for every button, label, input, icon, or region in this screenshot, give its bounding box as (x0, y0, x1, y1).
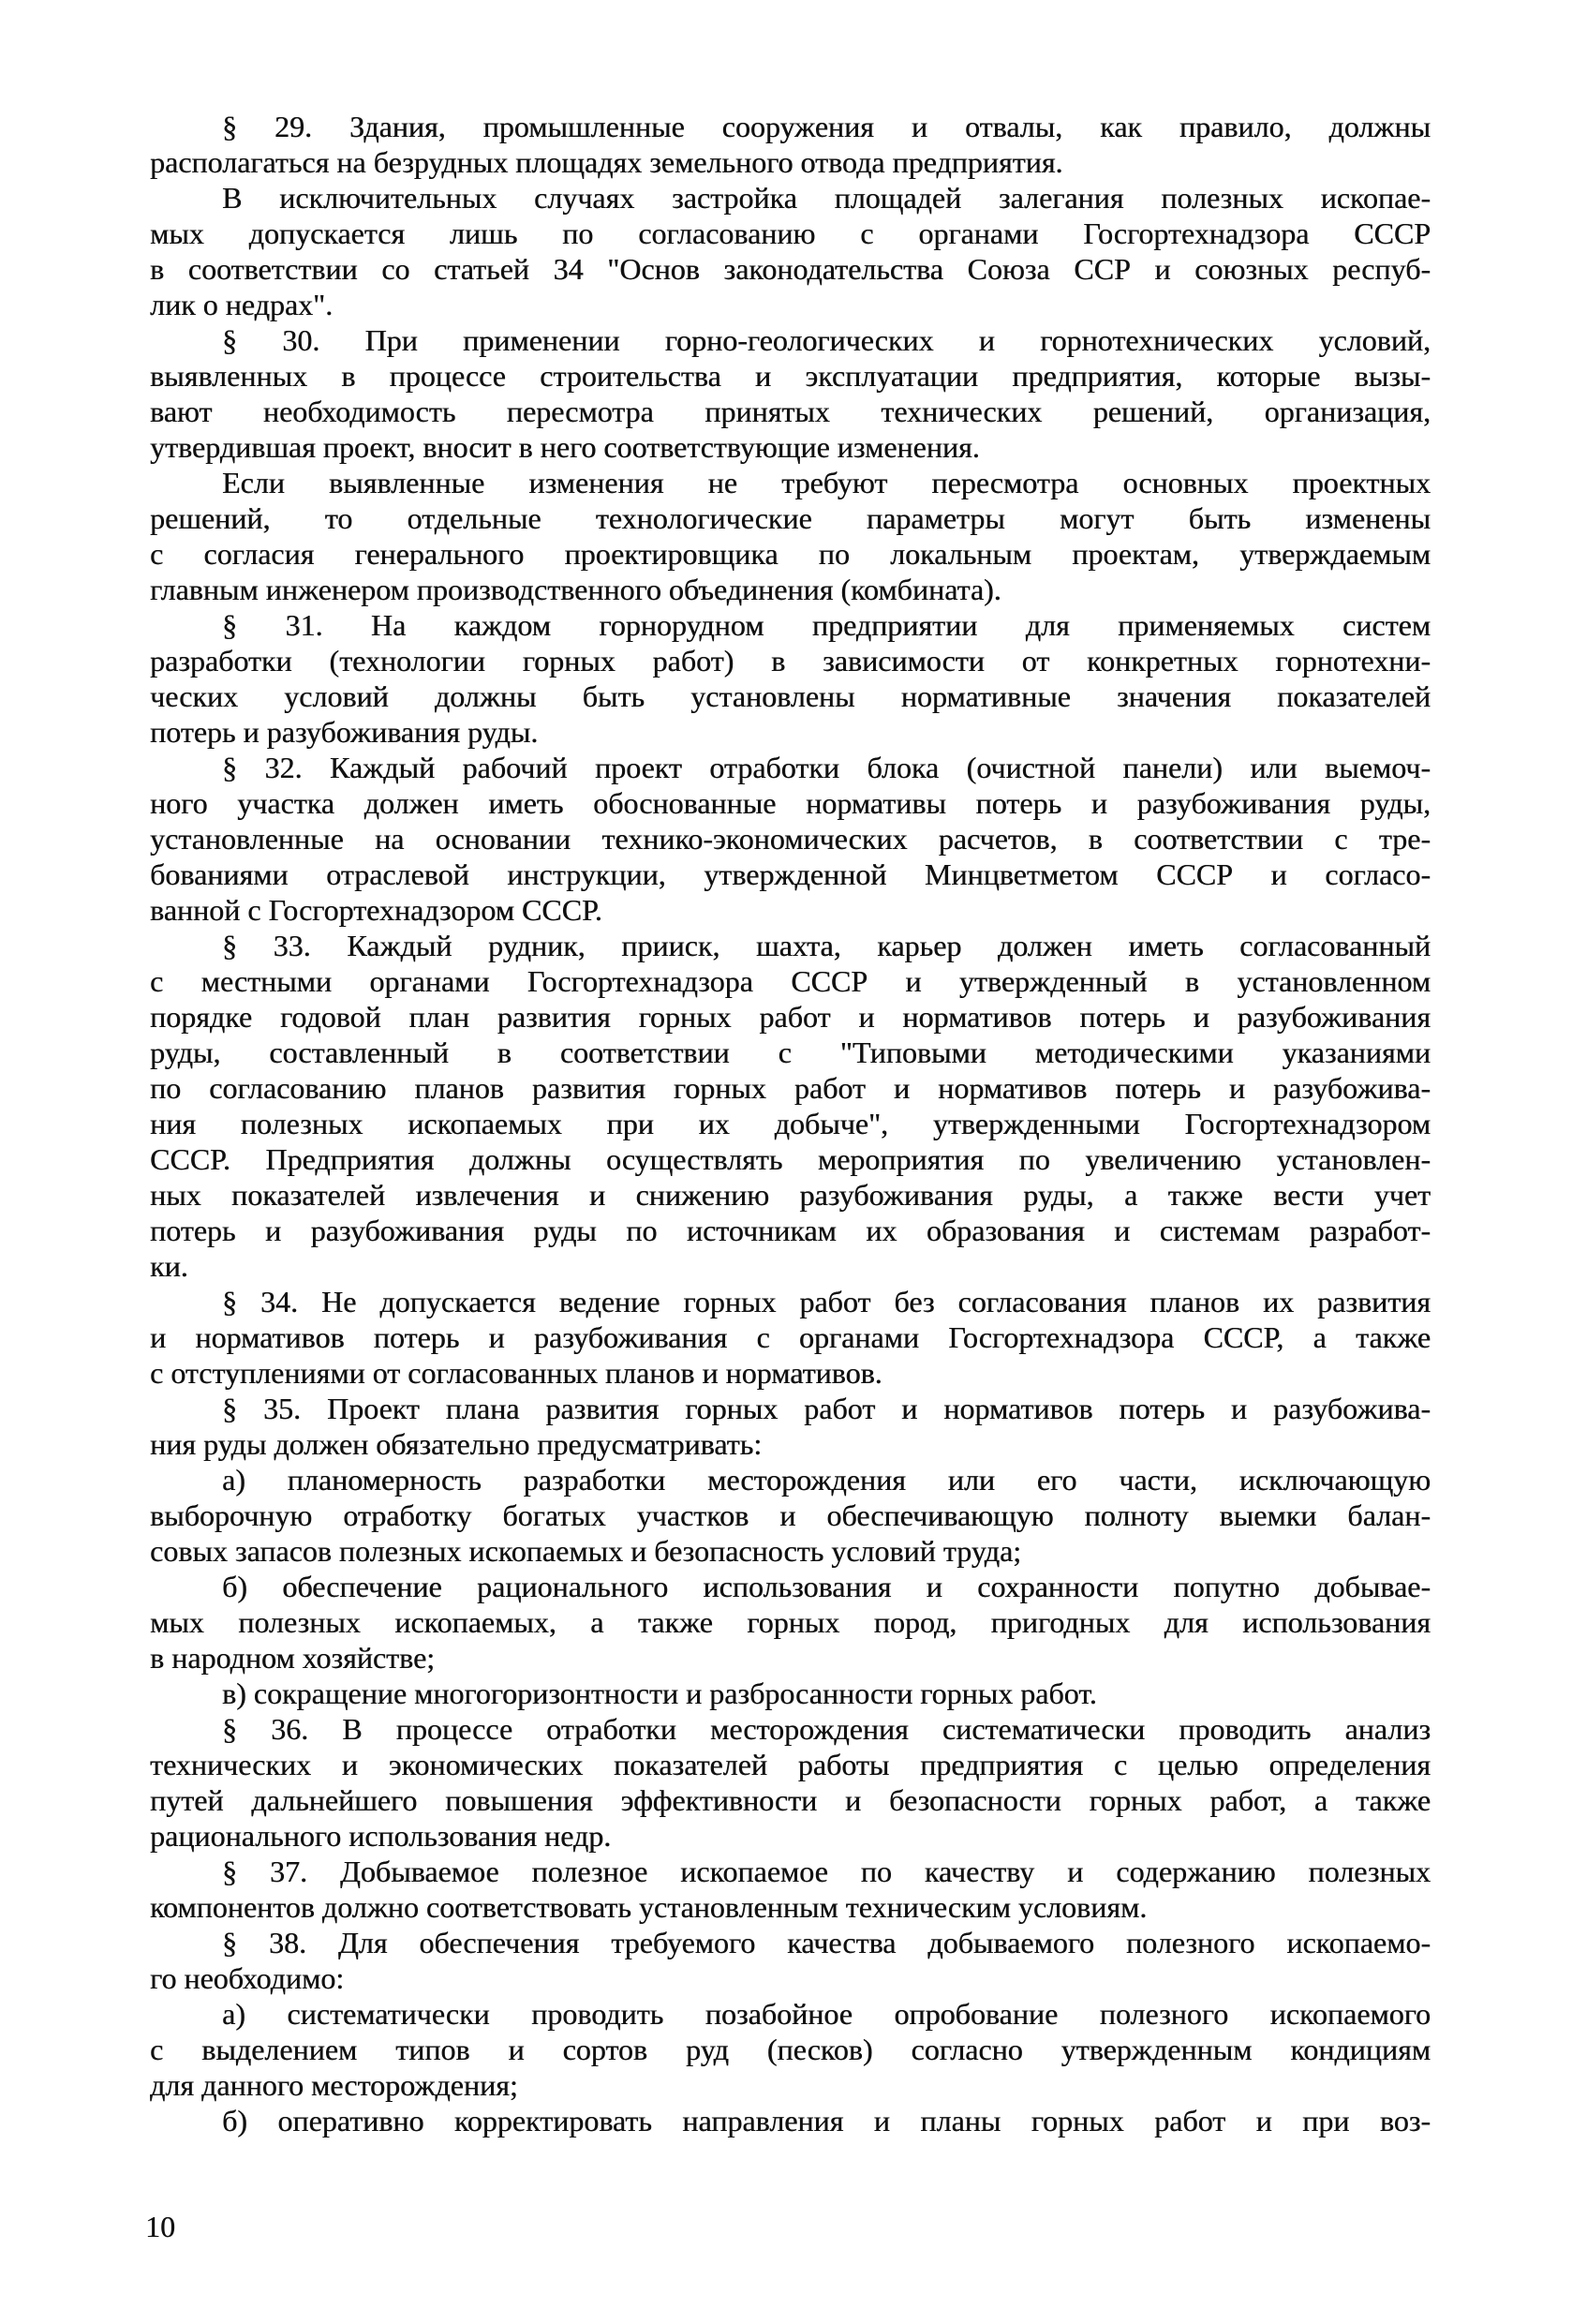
text-line: установленные на основании технико-экономических расчетов, в соответствии с тре- (150, 822, 1431, 856)
text-line: руды, составленный в соответствии с "Типовыми методическими указаниями (150, 1035, 1431, 1069)
text-line: с отступлениями от согласованных планов и нормативов. (150, 1356, 882, 1390)
text-line: в соответствии со статьей 34 "Основ законодательства Союза ССР и союзных респуб- (150, 252, 1431, 286)
paragraph (150, 1676, 1431, 1711)
text-line: решений, то отдельные технологические параметры могут быть изменены (150, 501, 1431, 535)
text-line: § 37. Добываемое полезное ископаемое по качеству и содержанию полезных (222, 1855, 1431, 1888)
paragraph (150, 1996, 1431, 2103)
paragraph (150, 180, 1431, 322)
paragraph (150, 109, 1431, 180)
text-line: ния полезных ископаемых при их добыче", утвержденными Госгортехнадзором (150, 1107, 1431, 1140)
paragraph (150, 1391, 1431, 1462)
paragraph (150, 928, 1431, 1284)
text-line: ния руды должен обязательно предусматривать: (150, 1427, 763, 1461)
paragraph (150, 465, 1431, 607)
text-line: § 30. При применении горно-геологических и горнотехнических условий, (222, 323, 1431, 357)
text-line: § 34. Не допускается ведение горных работ без согласования планов их развития (222, 1285, 1431, 1318)
paragraph (150, 2103, 1431, 2138)
text-line: § 35. Проект плана развития горных работ и нормативов потерь и разубожива- (222, 1392, 1431, 1425)
text-line: § 32. Каждый рабочий проект отработки блока (очистной панели) или выемоч- (222, 751, 1431, 784)
text-line: утвердившая проект, вносит в него соответствующие изменения. (150, 430, 980, 464)
text-line: Если выявленные изменения не требуют пересмотра основных проектных (222, 466, 1431, 499)
text-line: в) сокращение многогоризонтности и разбросанности горных работ. (222, 1676, 1097, 1710)
text-line: бованиями отраслевой инструкции, утвержденной Минцветметом СССР и согласо- (150, 857, 1431, 891)
text-line: потерь и разубоживания руды по источникам их образования и системам разработ- (150, 1214, 1431, 1247)
text-line: б) обеспечение рационального использования и сохранности попутно добывае- (222, 1570, 1431, 1603)
text-line: главным инженером производственного объединения (комбината). (150, 573, 1001, 606)
text-line: разработки (технологии горных работ) в зависимости от конкретных горнотехни- (150, 644, 1431, 678)
text-line: для данного месторождения; (150, 2068, 518, 2102)
page-number: 10 (145, 2210, 175, 2243)
text-line: с согласия генерального проектировщика по локальным проектам, утверждаемым (150, 537, 1431, 571)
text-line: путей дальнейшего повышения эффективности и безопасности горных работ, а также (150, 1783, 1431, 1817)
text-line: располагаться на безрудных площадях земельного отвода предприятия. (150, 145, 1063, 179)
text-line: в народном хозяйстве; (150, 1641, 436, 1675)
paragraph (150, 607, 1431, 750)
text-line: ванной с Госгортехнадзором СССР. (150, 893, 602, 927)
text-line: лик о недрах". (150, 288, 334, 321)
text-line: § 36. В процессе отработки месторождения систематически проводить анализ (222, 1712, 1431, 1746)
text-line: В исключительных случаях застройка площадей залегания полезных ископае- (222, 181, 1431, 215)
text-line: компонентов должно соответствовать установленным техническим условиям. (150, 1890, 1148, 1924)
paragraph (150, 1854, 1431, 1925)
text-line: потерь и разубоживания руды. (150, 715, 539, 749)
text-line: б) оперативно корректировать направления и планы горных работ и при воз- (222, 2104, 1431, 2138)
text-line: по согласованию планов развития горных работ и нормативов потерь и разубожива- (150, 1071, 1431, 1105)
text-line: порядке годовой план развития горных работ и нормативов потерь и разубоживания (150, 1000, 1431, 1034)
text-line: с местными органами Госгортехнадзора СССР и утвержденный в установленном (150, 964, 1431, 998)
text-line: и нормативов потерь и разубоживания с органами Госгортехнадзора СССР, а также (150, 1320, 1431, 1354)
text-line: выявленных в процессе строительства и эксплуатации предприятия, которые вызы- (150, 359, 1431, 393)
text-line: а) систематически проводить позабойное опробование полезного ископаемого (222, 1997, 1431, 2031)
text-line: с выделением типов и сортов руд (песков) согласно утвержденным кондициям (150, 2033, 1431, 2066)
text-line: ного участка должен иметь обоснованные нормативы потерь и разубоживания руды, (150, 786, 1431, 820)
text-line: технических и экономических показателей работы предприятия с целью определения (150, 1748, 1431, 1781)
text-line: рационального использования недр. (150, 1819, 612, 1853)
text-line: § 29. Здания, промышленные сооружения и отвалы, как правило, должны (222, 110, 1431, 143)
document-body (150, 109, 1431, 2138)
text-line: ных показателей извлечения и снижению разубоживания руды, а также вести учет (150, 1178, 1431, 1212)
paragraph (150, 1711, 1431, 1854)
text-line: вают необходимость пересмотра принятых технических решений, организация, (150, 395, 1431, 428)
text-line: § 31. На каждом горнорудном предприятии для применяемых систем (222, 608, 1431, 642)
text-line: СССР. Предприятия должны осуществлять мероприятия по увеличению установлен- (150, 1142, 1431, 1176)
paragraph (150, 1284, 1431, 1391)
text-line: совых запасов полезных ископаемых и безопасность условий труда; (150, 1534, 1022, 1568)
paragraph (150, 1925, 1431, 1996)
text-line: го необходимо: (150, 1961, 345, 1995)
paragraph (150, 750, 1431, 928)
text-line: мых допускается лишь по согласованию с органами Госгортехнадзора СССР (150, 216, 1431, 250)
text-line: § 33. Каждый рудник, прииск, шахта, карьер должен иметь согласованный (222, 929, 1431, 962)
paragraph (150, 1569, 1431, 1676)
text-line: выборочную отработку богатых участков и обеспечивающую полноту выемки балан- (150, 1498, 1431, 1532)
text-line: мых полезных ископаемых, а также горных пород, пригодных для использования (150, 1605, 1431, 1639)
text-line: ки. (150, 1249, 188, 1283)
paragraph (150, 1462, 1431, 1569)
text-line: ческих условий должны быть установлены нормативные значения показателей (150, 679, 1431, 713)
text-line: а) планомерность разработки месторождения или его части, исключающую (222, 1463, 1431, 1497)
paragraph (150, 322, 1431, 465)
text-line: § 38. Для обеспечения требуемого качества добываемого полезного ископаемо- (222, 1926, 1431, 1959)
